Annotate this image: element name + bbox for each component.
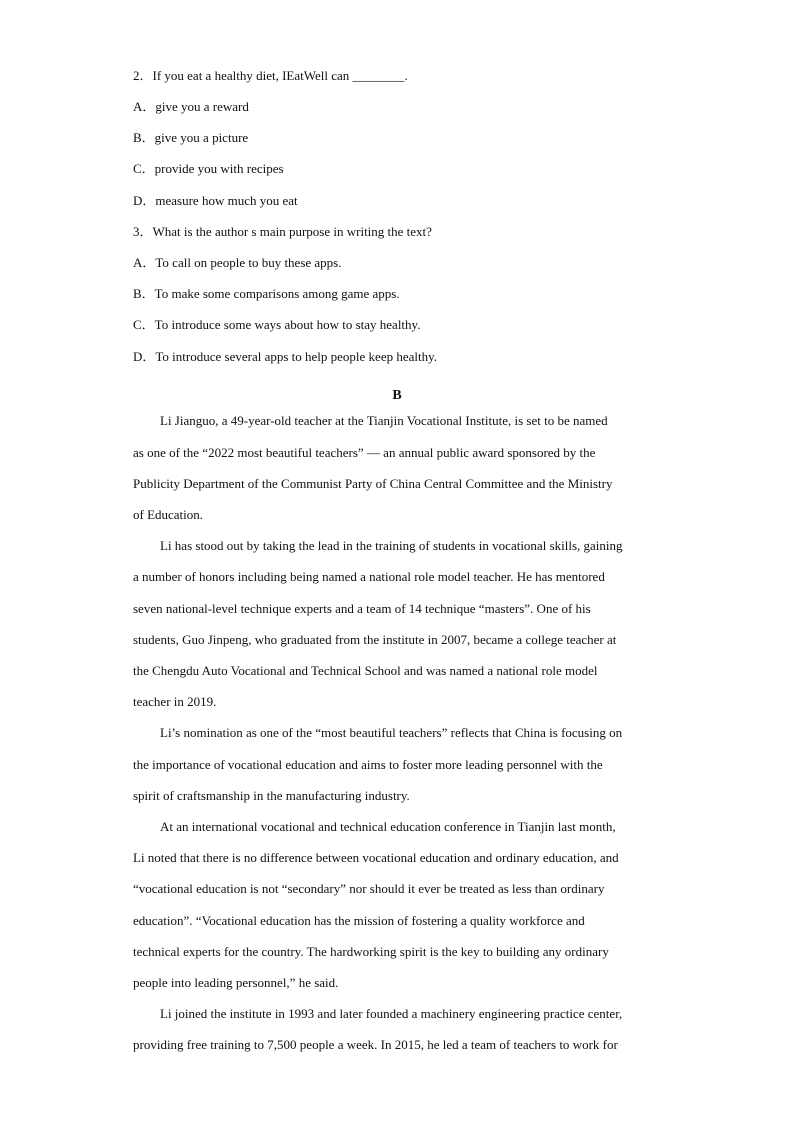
passage-line: a number of honors including being named a national role model teacher. He has mentored	[133, 569, 605, 584]
passage-line: as one of the “2022 most beautiful teachers” — an annual public award sponsored by the	[133, 445, 596, 460]
question-3-option-a: A．To call on people to buy these apps.	[133, 255, 342, 270]
passage-line: Li Jianguo, a 49-year-old teacher at the Tianjin Vocational Institute, is set to be named	[160, 413, 608, 428]
question-2-option-d: D．measure how much you eat	[133, 193, 298, 208]
passage-line: Li’s nomination as one of the “most beautiful teachers” reflects that China is focusing on	[160, 725, 623, 740]
question-2-option-a: A．give you a reward	[133, 99, 249, 114]
passage-line: At an international vocational and technical education conference in Tianjin last month,	[160, 819, 616, 834]
question-3-option-c: C．To introduce some ways about how to stay healthy.	[133, 317, 421, 332]
passage-line: spirit of craftsmanship in the manufacturing industry.	[133, 788, 410, 803]
passage-line: Li joined the institute in 1993 and later founded a machinery engineering practice center,	[160, 1006, 623, 1021]
passage-line: seven national-level technique experts and a team of 14 technique “masters”. One of his	[133, 601, 591, 616]
passage-line: Li has stood out by taking the lead in the training of students in vocational skills, gaining	[160, 538, 623, 553]
question-3-stem: 3．What is the author s main purpose in writing the text?	[133, 224, 432, 239]
passage-line: teacher in 2019.	[133, 694, 217, 709]
passage-line: of Education.	[133, 507, 204, 522]
passage-line: Publicity Department of the Communist Party of China Central Committee and the Ministry	[133, 476, 613, 491]
passage-line: the Chengdu Auto Vocational and Technical School and was named a national role model	[133, 663, 598, 678]
question-2-option-c: C．provide you with recipes	[133, 161, 284, 176]
passage-line: Li noted that there is no difference between vocational education and ordinary education, and	[133, 850, 619, 865]
question-2-stem: 2．If you eat a healthy diet, IEatWell can ________.	[133, 68, 408, 83]
passage-line: providing free training to 7,500 people a week. In 2015, he led a team of teachers to work for	[133, 1037, 618, 1052]
passage-heading: B	[392, 388, 402, 403]
question-3-option-d: D．To introduce several apps to help people keep healthy.	[133, 349, 438, 364]
passage-line: students, Guo Jinpeng, who graduated from the institute in 2007, became a college teacher at	[133, 632, 617, 647]
passage-line: “vocational education is not “secondary” nor should it ever be treated as less than ordinary	[133, 881, 605, 896]
question-3-option-b: B．To make some comparisons among game apps.	[133, 286, 400, 301]
question-2-option-b: B．give you a picture	[133, 130, 249, 145]
passage-line: the importance of vocational education and aims to foster more leading personnel with the	[133, 757, 603, 772]
passage-line: technical experts for the country. The hardworking spirit is the key to building any ordinary	[133, 944, 609, 959]
passage-line: education”. “Vocational education has the mission of fostering a quality workforce and	[133, 913, 585, 928]
passage-line: people into leading personnel,” he said.	[133, 975, 339, 990]
